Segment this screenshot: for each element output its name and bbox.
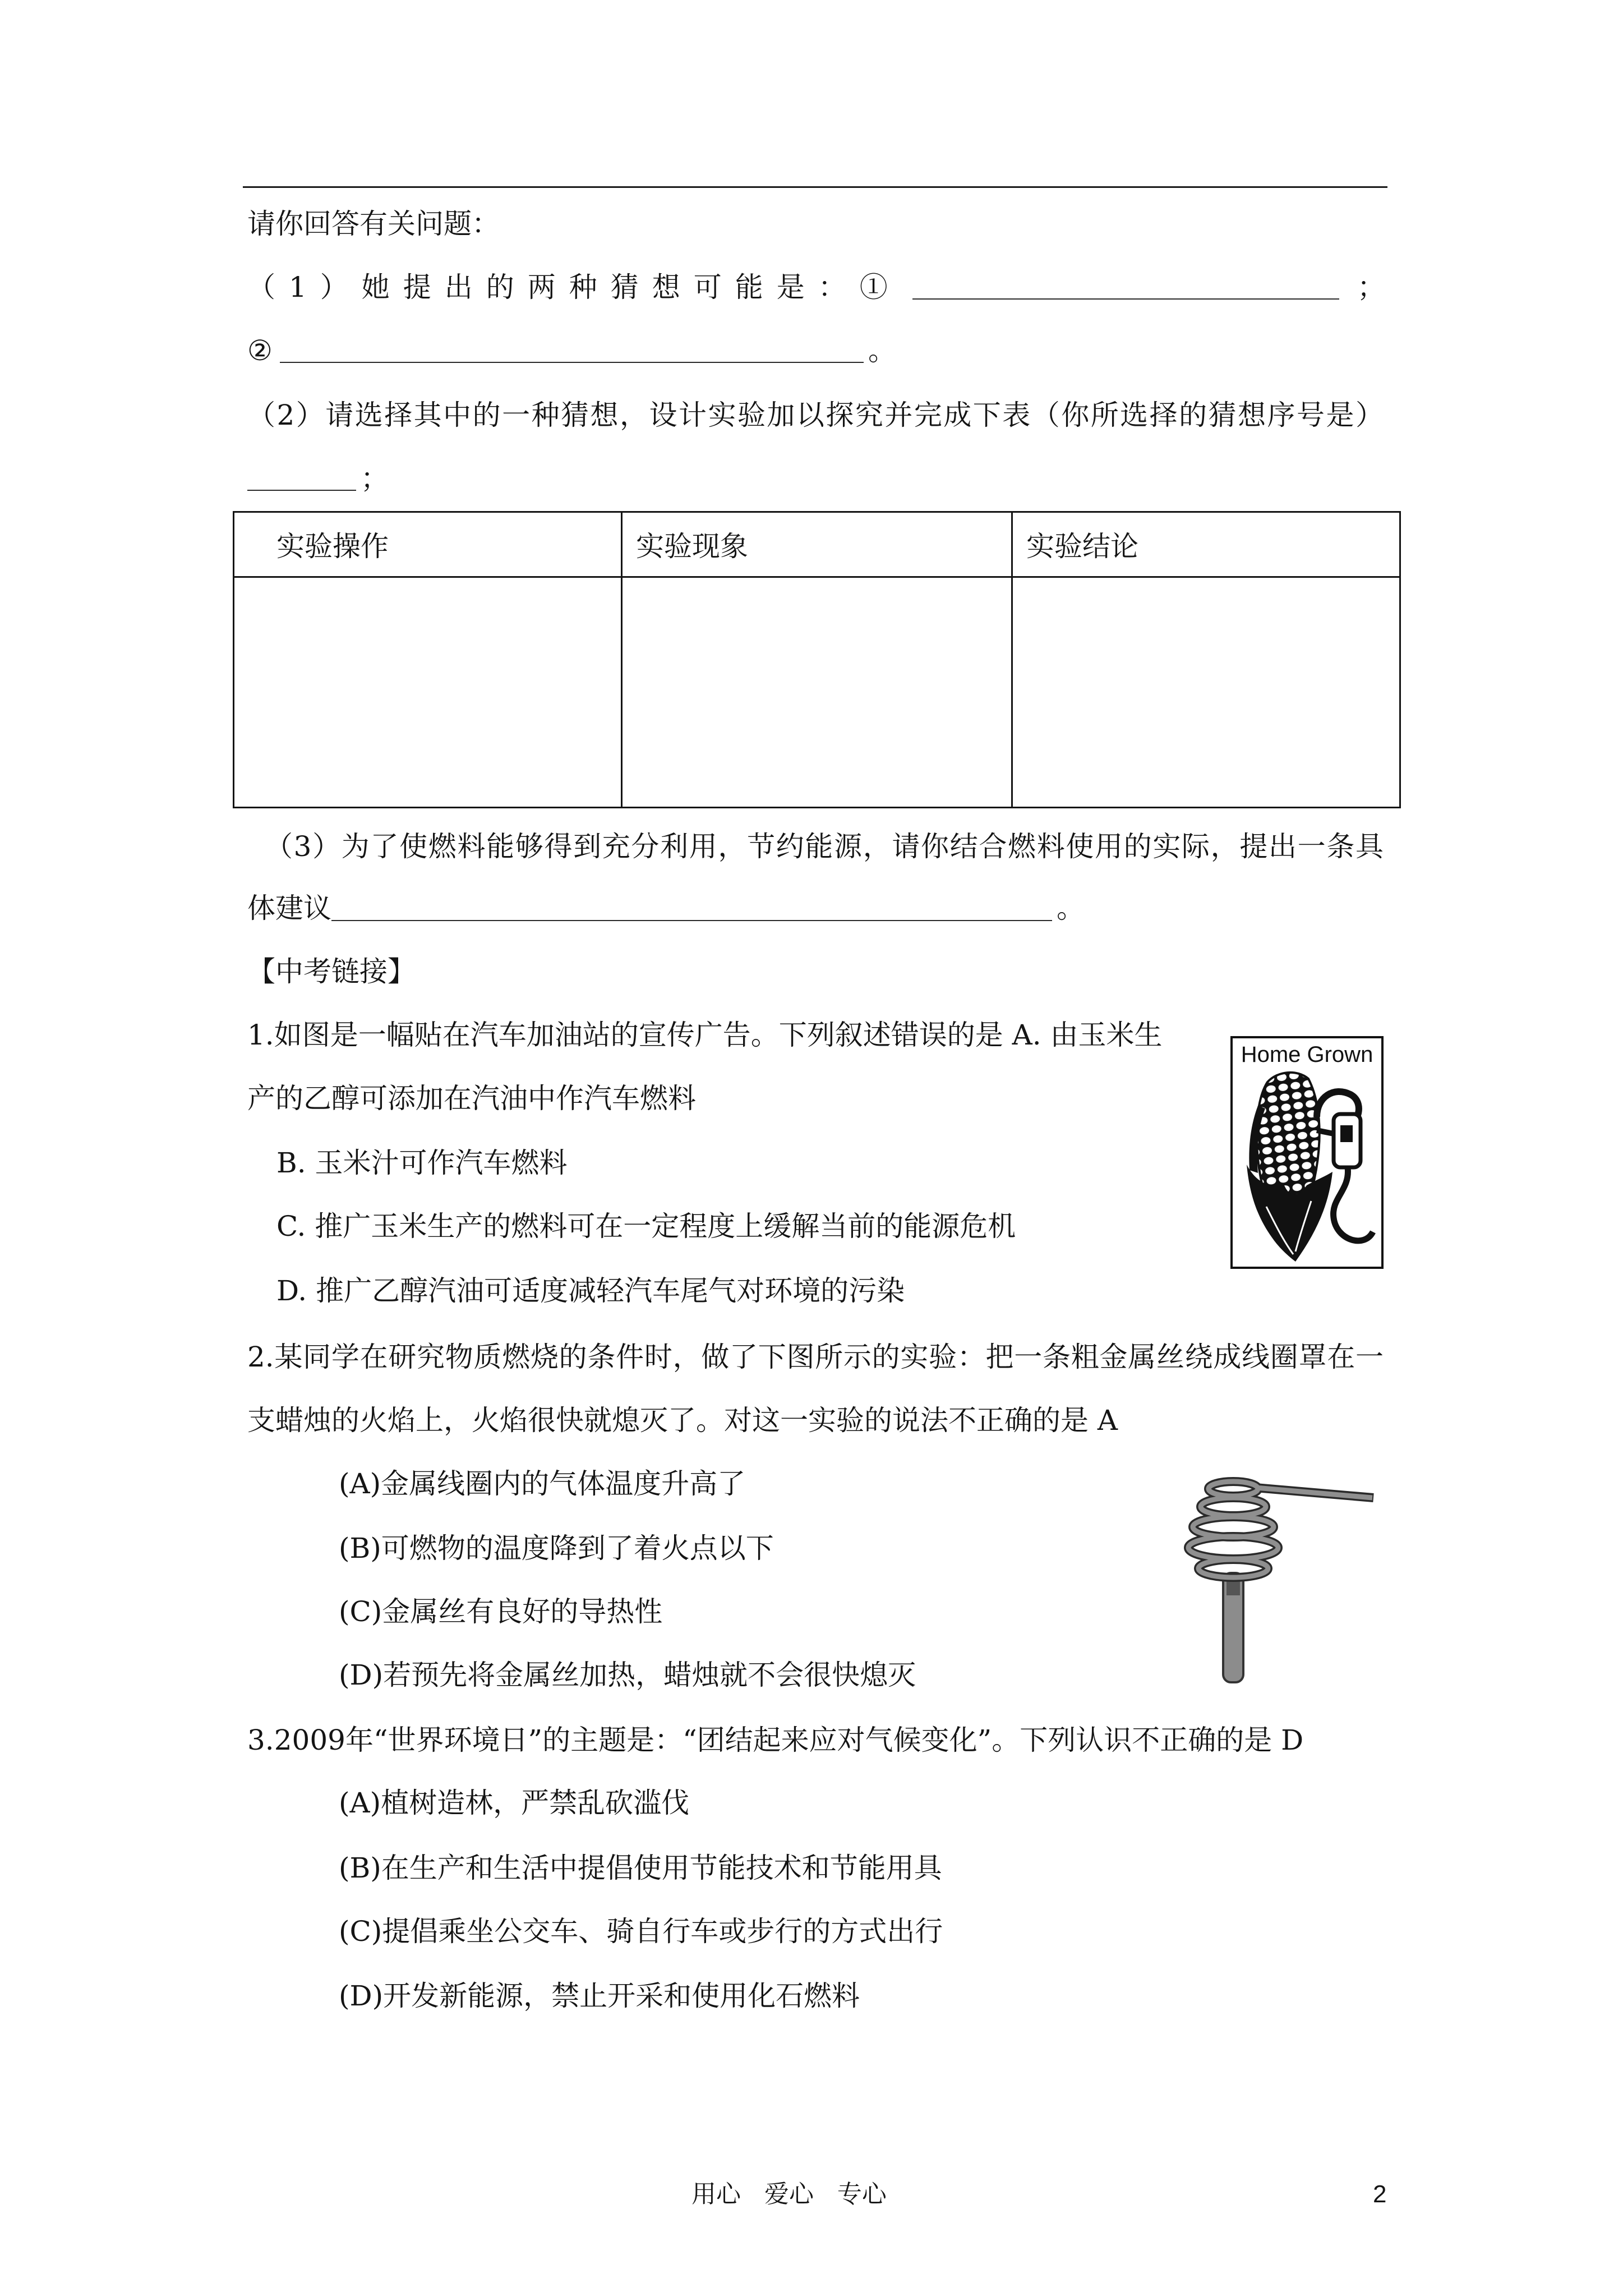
table-cell-conclusion <box>1012 577 1400 807</box>
wire-coil-candle-icon <box>1177 1472 1376 1685</box>
page-number: 2 <box>1373 2180 1387 2208</box>
question2-option-c: (C)金属丝有良好的导热性 <box>339 1595 663 1628</box>
part1-answer-blank-2 <box>280 362 864 363</box>
table-header-phenomenon: 实验现象 <box>622 512 1012 577</box>
question1-stem-line1: 1.如图是一幅贴在汽车加油站的宣传广告。下列叙述错误的是 A. 由玉米生 <box>247 1019 1163 1051</box>
question3-option-b: (B)在生产和生活中提倡使用节能技术和节能用具 <box>339 1852 942 1884</box>
question1-option-b: B. 玉米汁可作汽车燃料 <box>276 1147 568 1179</box>
table-header-operation: 实验操作 <box>234 512 622 577</box>
experiment-table <box>233 511 1401 808</box>
question3-option-d: (D)开发新能源，禁止开采和使用化石燃料 <box>339 1980 860 2012</box>
part2-prompt: （2）请选择其中的一种猜想，设计实验加以探究并完成下表（你所选择的猜想序号是） <box>247 399 1384 431</box>
section-title: 【中考链接】 <box>247 955 416 988</box>
question2-option-d: (D)若预先将金属丝加热，蜡烛就不会很快熄灭 <box>339 1659 916 1691</box>
intro-text: 请你回答有关问题： <box>247 208 500 240</box>
part3-answer-blank <box>331 920 1052 921</box>
part1-end-mark: ； <box>1357 271 1385 303</box>
question3-stem: 3.2009年“世界环境日”的主题是：“团结起来应对气候变化”。下列认识不正确的是 D <box>247 1724 1304 1756</box>
part2-end-mark: ； <box>361 462 389 495</box>
table-cell-phenomenon <box>622 577 1012 807</box>
question1-stem-line2: 产的乙醇可添加在汽油中作汽车燃料 <box>247 1082 696 1115</box>
part3-line2: 体建议 <box>247 892 331 924</box>
home-grown-poster <box>1230 1036 1384 1269</box>
table-cell-operation <box>234 577 622 807</box>
footer-motto: 用心 爱心 专心 <box>691 2180 887 2208</box>
poster-label: Home Grown <box>1241 1042 1373 1067</box>
question2-stem-line1: 2.某同学在研究物质燃烧的条件时，做了下图所示的实验：把一条粗金属丝绕成线圈罩在一 <box>247 1341 1384 1373</box>
part1-answer-blank-1 <box>912 298 1339 300</box>
question1-option-d: D. 推广乙醇汽油可适度减轻汽车尾气对环境的污染 <box>276 1274 905 1307</box>
question2-option-b: (B)可燃物的温度降到了着火点以下 <box>339 1532 774 1565</box>
table-header-conclusion: 实验结论 <box>1012 512 1400 577</box>
corn-fuel-nozzle-icon <box>1233 1038 1381 1267</box>
part2-answer-blank <box>247 490 356 491</box>
part3-end-mark: 。 <box>1057 892 1085 924</box>
question2-option-a: (A)金属线圈内的气体温度升高了 <box>339 1467 746 1500</box>
part3-line1: （3）为了使燃料能够得到充分利用，节约能源，请你结合燃料使用的实际，提出一条具 <box>265 830 1384 863</box>
question3-option-a: (A)植树造林，严禁乱砍滥伐 <box>339 1787 690 1819</box>
coil-candle-figure <box>1177 1472 1376 1685</box>
header-rule <box>243 186 1387 188</box>
part1-prompt: （1）她提出的两种猜想可能是：① <box>247 271 901 303</box>
table-row <box>234 577 1400 807</box>
question2-stem-line2: 支蜡烛的火焰上，火焰很快就熄灭了。对这一实验的说法不正确的是 A <box>247 1404 1118 1437</box>
part1-second-mark: ② <box>247 334 273 367</box>
part1-second-end: 。 <box>868 334 896 367</box>
question3-option-c: (C)提倡乘坐公交车、骑自行车或步行的方式出行 <box>339 1915 943 1948</box>
table-header-row <box>234 512 1400 577</box>
question1-option-c: C. 推广玉米生产的燃料可在一定程度上缓解当前的能源危机 <box>276 1210 1016 1243</box>
